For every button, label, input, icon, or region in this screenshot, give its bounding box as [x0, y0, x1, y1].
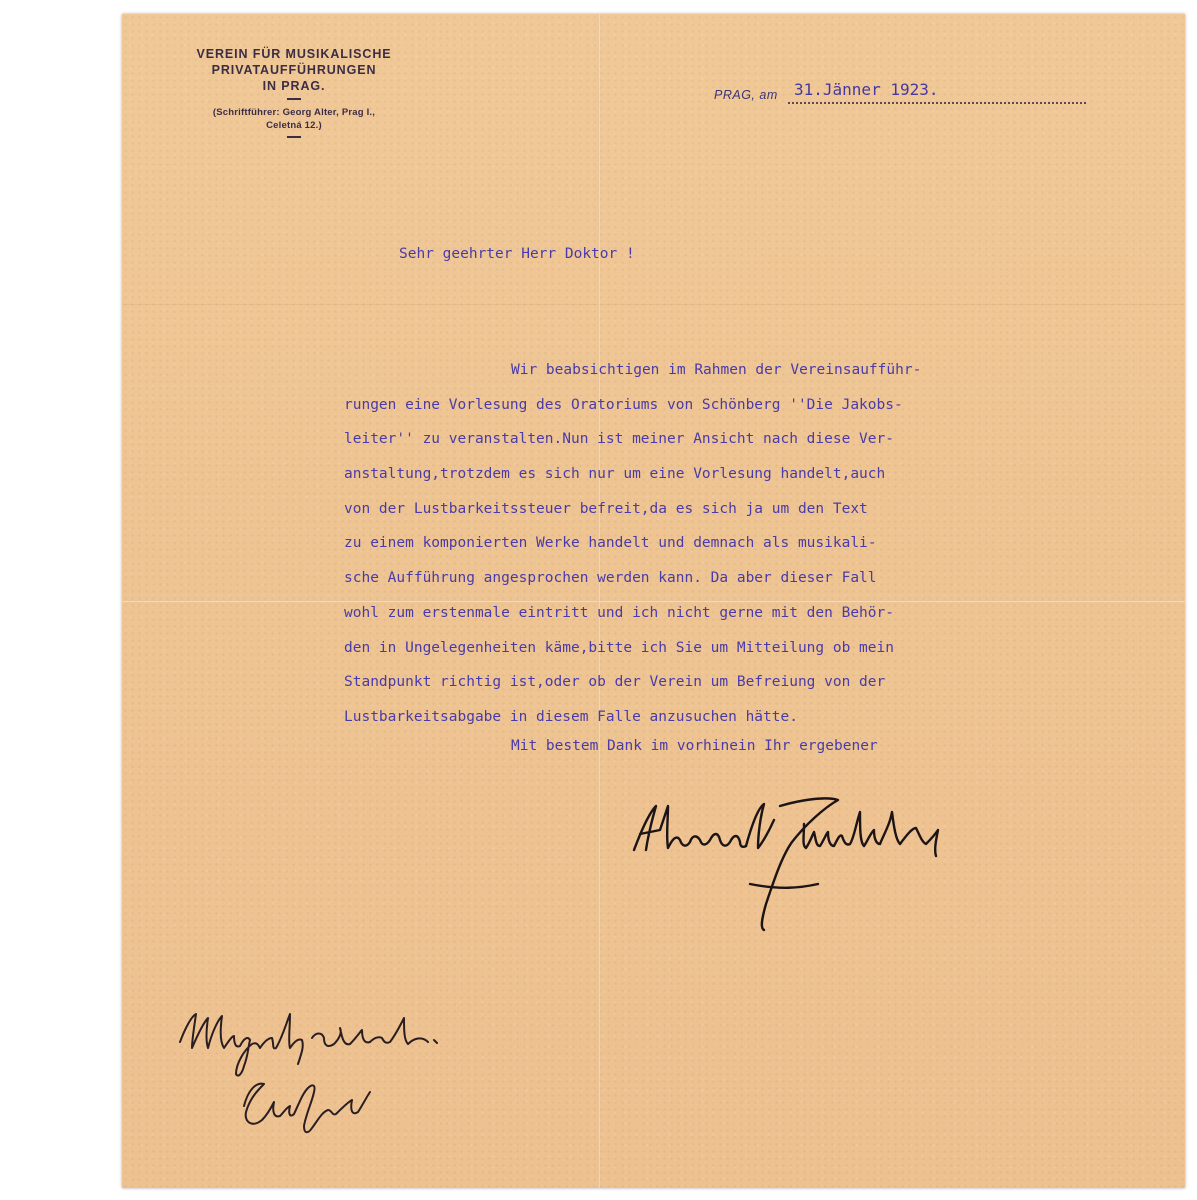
body-line: leiter'' zu veranstalten.Nun ist meiner Ansicht nach diese Ver- — [344, 431, 894, 448]
body-line: anstaltung,trotzdem es sich nur um eine Vorlesung handelt,auch — [344, 466, 886, 483]
body-line: zu einem komponierten Werke handelt und demnach als musikali- — [344, 535, 877, 552]
dateline-dotted-rule — [788, 102, 1086, 104]
body-line: von der Lustbarkeitssteuer befreit,da es sich ja um den Text — [344, 500, 868, 517]
body-line: wohl zum erstenmale eintritt und ich nicht gerne mit den Behör- — [344, 604, 894, 621]
upper-fold — [122, 304, 1185, 305]
letterhead-line-3: IN PRAG. — [262, 79, 326, 93]
letter-body — [344, 353, 1164, 735]
body-line: Lustbarkeitsabgabe in diesem Falle anzusuchen hätte. — [344, 708, 798, 725]
dateline-date: 31.Jänner 1923. — [794, 80, 939, 99]
signature-scribble — [630, 784, 970, 944]
letter-paper — [122, 14, 1185, 1188]
dateline — [714, 80, 1086, 102]
salutation: Sehr geehrter Herr Doktor ! — [399, 246, 635, 262]
closing: Mit bestem Dank im vorhinein Ihr ergebener — [511, 738, 878, 754]
body-line: sche Aufführung angesprochen werden kann. Da aber dieser Fall — [344, 570, 877, 587]
letterhead-secretary: (Schriftführer: Georg Alter, Prag I., — [212, 107, 376, 118]
letterhead-address: Celetná 12.) — [266, 120, 322, 131]
note-scribble — [172, 1002, 452, 1152]
handwritten-note — [172, 1002, 452, 1157]
body-line: rungen eine Vorlesung des Oratoriums von Schönberg ''Die Jakobs- — [344, 396, 903, 413]
body-line: Standpunkt richtig ist,oder ob der Verein um Befreiung von der — [344, 674, 886, 691]
body-line: Wir beabsichtigen im Rahmen der Vereinsaufführ- — [511, 362, 922, 378]
letterhead-line-1: VEREIN FÜR MUSIKALISCHE — [196, 47, 392, 61]
signature — [630, 784, 970, 949]
letterhead — [164, 46, 424, 144]
letterhead-line-2: PRIVATAUFFÜHRUNGEN — [211, 63, 377, 77]
letterhead-rule-bottom — [287, 136, 301, 138]
dateline-place: PRAG, am — [714, 88, 778, 102]
body-line: den in Ungelegenheiten käme,bitte ich Sie um Mitteilung ob mein — [344, 639, 894, 656]
letterhead-rule — [287, 98, 301, 100]
